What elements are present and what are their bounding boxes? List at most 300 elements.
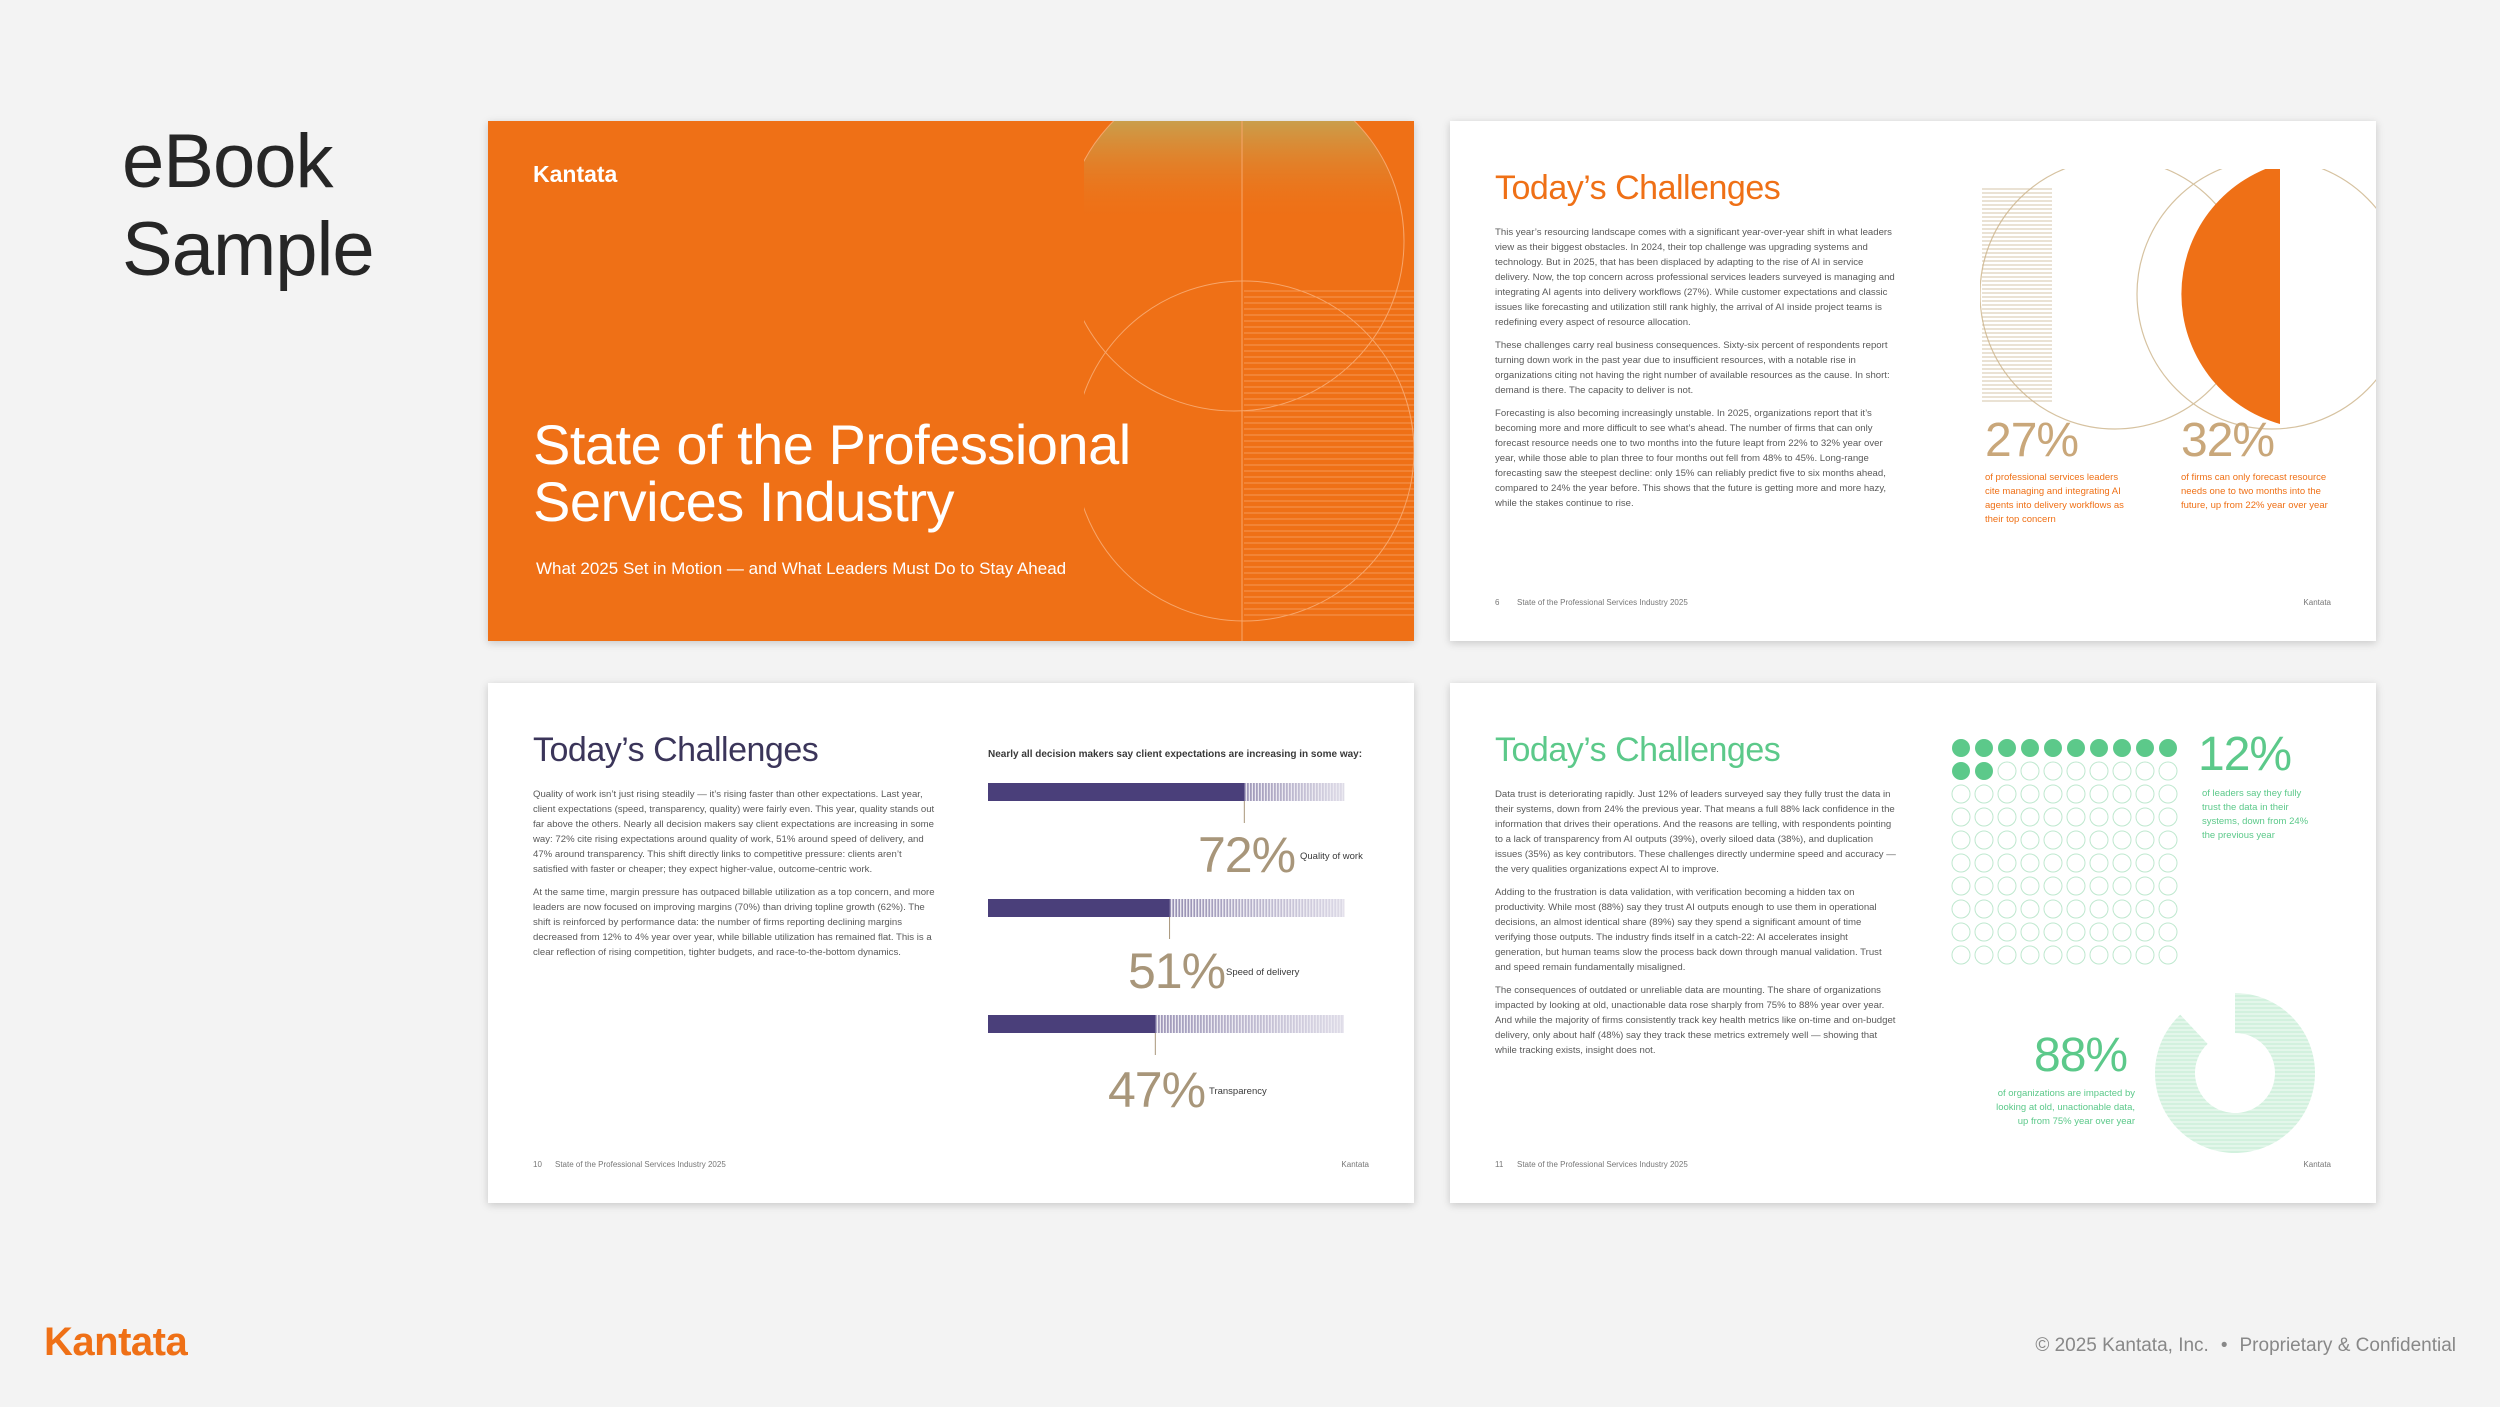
dot-empty (1998, 854, 2016, 872)
bar-stripe (1290, 1015, 1291, 1033)
page-number: 6 (1495, 598, 1500, 607)
bar-category-label: Transparency (1209, 1086, 1267, 1097)
dot-empty (2136, 923, 2154, 941)
bar-stripe (1170, 899, 1171, 917)
dot-empty (1952, 923, 1970, 941)
paragraph: At the same time, margin pressure has outpaced billable utilization as a top concern, and more leaders are now focused on improving margins (70%) than driving topline growth (62%). The shift is reinforced by performance data: the number of firms reporting declining margins decreased from 12% to 4% year over year, while billable utilization has remained flat. This is a clear reflection of rising competition, tighter budgets, and race-to-the-bottom dynamics. (533, 887, 935, 958)
bar-stripe (1260, 899, 1261, 917)
bar-speed-of-delivery (988, 899, 1345, 939)
bar-stripe (1311, 899, 1312, 917)
bar-stripe (1185, 1015, 1186, 1033)
bar-stripe (1344, 899, 1345, 917)
bar-stripe (1334, 783, 1335, 801)
dot-empty (2090, 854, 2108, 872)
dot-empty (2136, 808, 2154, 826)
bar-stripe (1203, 899, 1204, 917)
bar-stripe (1329, 1015, 1330, 1033)
bar-stripe (1328, 783, 1329, 801)
bar-stripe (1316, 783, 1317, 801)
bar-stripe (1275, 1015, 1276, 1033)
bar-stripe (1206, 899, 1207, 917)
bar-stripe (1325, 783, 1326, 801)
footer-brand: Kantata (2303, 1160, 2331, 1169)
dot-empty (2090, 785, 2108, 803)
bar-stripe (1248, 899, 1249, 917)
bar-stripe (1203, 1015, 1204, 1033)
bar-stripe (1296, 1015, 1297, 1033)
dot-empty (2021, 762, 2039, 780)
dot-empty (2090, 900, 2108, 918)
bar-stripe (1250, 783, 1251, 801)
bar-stripe (1224, 899, 1225, 917)
page-heading: Today’s Challenges (533, 731, 819, 769)
bar-stripe (1254, 899, 1255, 917)
bar-stripe (1251, 1015, 1252, 1033)
dot-empty (2090, 808, 2108, 826)
bar-stripe (1271, 783, 1272, 801)
dot-empty (1952, 831, 1970, 849)
bar-stripe (1304, 783, 1305, 801)
bar-stripe (1221, 1015, 1222, 1033)
bar-stripe (1313, 783, 1314, 801)
bar-stripe (1242, 899, 1243, 917)
bar-stripe (1263, 899, 1264, 917)
bar-stripe (1170, 1015, 1171, 1033)
dot-grid-chart (1950, 737, 2180, 967)
dot-empty (2090, 877, 2108, 895)
bar-stripe (1227, 899, 1228, 917)
page-title: eBook Sample (122, 119, 374, 292)
bar-stripe (1176, 1015, 1177, 1033)
dot-empty (2159, 785, 2177, 803)
dot-empty (2159, 900, 2177, 918)
bar-stripe (1287, 1015, 1288, 1033)
dot-empty (2113, 923, 2131, 941)
cover-subtitle: What 2025 Set in Motion — and What Leaders Must Do to Stay Ahead (536, 559, 1067, 578)
paragraph: Quality of work isn’t just rising steadily — it’s rising faster than other expectations. Last year, client expectations (speed, transparency, quality) were fairly even. This year, quality stands out far above the others. Nearly all decision makers say client expectations are increasing in some way: 72% cite rising expectations around quality of work, 51% around speed of delivery, and 47% around transparency. This shift directly links to competitive pressure: clients aren’t satisfied with faster or cheaper; they expect higher-value, outcome-centric work. (533, 789, 935, 875)
dot-empty (2044, 900, 2062, 918)
dot-empty (2136, 877, 2154, 895)
bar-stripe (1289, 783, 1290, 801)
dot-empty (2021, 877, 2039, 895)
dot-empty (1975, 877, 1993, 895)
bar-stripe (1197, 1015, 1198, 1033)
dot-empty (2067, 946, 2085, 964)
stat-value: 32% (2181, 414, 2275, 467)
page-number: 11 (1495, 1160, 1504, 1169)
donut-chart (2150, 988, 2320, 1158)
dot-empty (2044, 946, 2062, 964)
bar-transparency (988, 1015, 1344, 1055)
bar-stripe (1314, 899, 1315, 917)
dot-empty (1998, 831, 2016, 849)
bar-stripe (1326, 1015, 1327, 1033)
dot-empty (1998, 762, 2016, 780)
bar-stripe (1332, 899, 1333, 917)
ebook-page-6 (1450, 121, 2376, 641)
dot-empty (2067, 923, 2085, 941)
dot-empty (1952, 877, 1970, 895)
bar-stripe (1182, 1015, 1183, 1033)
paragraph: These challenges carry real business consequences. Sixty-six percent of respondents report turning down work in the past year due to insufficient resources, with a notable rise in organizations citing not having the right number of available resources as the cause. In short: demand is there. The capacity to deliver is not. (1495, 340, 1890, 396)
doc-title: State of the Professional Services Industry 2025 (1517, 1160, 1688, 1169)
bar-stripe (1239, 899, 1240, 917)
dot-empty (2159, 762, 2177, 780)
dot-filled (2044, 739, 2062, 757)
bar-stripe (1266, 1015, 1267, 1033)
bar-stripe (1233, 899, 1234, 917)
bar-stripe (1305, 1015, 1306, 1033)
bar-value-label: 72% (1198, 827, 1296, 883)
bar-stripe (1212, 1015, 1213, 1033)
dot-empty (2044, 762, 2062, 780)
stat-caption: of professional services leaders cite managing and integrating AI agents into delivery workflows as their top concern (1985, 472, 2124, 525)
cover-title: State of the Professional Services Industry (533, 413, 1131, 533)
dot-empty (2159, 831, 2177, 849)
dot-empty (1952, 946, 1970, 964)
bar-stripe (1290, 899, 1291, 917)
bar-stripe (1298, 783, 1299, 801)
bar-stripe (1257, 899, 1258, 917)
bar-stripe (1227, 1015, 1228, 1033)
dot-filled (1975, 762, 1993, 780)
bar-stripe (1269, 899, 1270, 917)
body-text (1495, 787, 1897, 1066)
bar-stripe (1268, 783, 1269, 801)
bar-stripe (1263, 1015, 1264, 1033)
bar-stripe (1206, 1015, 1207, 1033)
dot-empty (1975, 900, 1993, 918)
dot-empty (1975, 808, 1993, 826)
bar-quality-of-work (988, 783, 1345, 823)
dot-empty (2067, 808, 2085, 826)
stat-caption: of firms can only forecast resource needs one to two months into the future, up from 22% year over year (2181, 472, 2328, 511)
copyright: © 2025 Kantata, Inc. (2035, 1335, 2209, 1356)
dot-empty (1998, 877, 2016, 895)
dot-empty (1998, 923, 2016, 941)
dot-filled (1998, 739, 2016, 757)
dot-empty (1998, 785, 2016, 803)
bar-stripe (1251, 899, 1252, 917)
bar-stripe (1188, 1015, 1189, 1033)
bar-stripe (1317, 899, 1318, 917)
dot-filled (1952, 762, 1970, 780)
bar-stripe (1185, 899, 1186, 917)
bar-stripe (1218, 899, 1219, 917)
kantata-logo: Kantata (44, 1320, 188, 1364)
bar-stripe (1329, 899, 1330, 917)
dot-filled (2067, 739, 2085, 757)
legal-notice (2035, 1335, 2456, 1357)
bar-stripe (1296, 899, 1297, 917)
dot-empty (1998, 946, 2016, 964)
bar-stripe (1245, 1015, 1246, 1033)
bar-stripe (1332, 1015, 1333, 1033)
paragraph: The consequences of outdated or unreliable data are mounting. The share of organizations impacted by looking at old, unactionable data rose sharply from 75% to 88% year over year. And while the majority of firms consistently track key health metrics like on-time and on-budget delivery, only about half (48%) say they track these metrics extremely well — showing that while tracking exists, insight does not. (1495, 985, 1896, 1056)
bar-stripe (1311, 1015, 1312, 1033)
dot-empty (2021, 808, 2039, 826)
stat-caption: of organizations are impacted by looking at old, unactionable data, up from 75% year over year (1996, 1088, 2135, 1127)
bar-stripe (1239, 1015, 1240, 1033)
bar-category-label: Quality of work (1300, 851, 1363, 862)
dot-empty (2067, 762, 2085, 780)
bar-stripe (1200, 899, 1201, 917)
donut-segment (2155, 993, 2315, 1153)
confidential-note: Proprietary & Confidential (2239, 1335, 2456, 1356)
bar-stripe (1215, 1015, 1216, 1033)
dot-empty (2113, 785, 2131, 803)
bar-stripe (1272, 899, 1273, 917)
page-heading: Today’s Challenges (1495, 169, 1781, 207)
bar-stripe (1200, 1015, 1201, 1033)
dot-empty (2113, 946, 2131, 964)
dot-empty (1975, 854, 1993, 872)
bar-stripe (1272, 1015, 1273, 1033)
cover-logo: Kantata (533, 161, 618, 187)
bar-stripe (1262, 783, 1263, 801)
bar-stripe (1322, 783, 1323, 801)
paragraph: Adding to the frustration is data validation, with verification becoming a hidden tax on productivity. While most (88%) say they trust AI outputs enough to use them in operational decisions, an almost identical share (89%) say they spend a significant amount of time verifying those outputs. The industry finds itself in a catch-22: AI accelerates insight generation, but human teams slow the process back down through manual validation. Trust and speed remain fundamentally misaligned. (1495, 887, 1882, 973)
bar-category-label: Speed of delivery (1226, 967, 1300, 978)
bar-stripe (1281, 899, 1282, 917)
bar-stripe (1242, 1015, 1243, 1033)
dot-empty (2113, 877, 2131, 895)
bar-stripe (1293, 1015, 1294, 1033)
page-footer (1495, 598, 2331, 607)
footer-brand: Kantata (2303, 598, 2331, 607)
bar-stripe (1335, 1015, 1336, 1033)
stat-value: 88% (2034, 1029, 2128, 1082)
bar-fill (988, 1015, 1155, 1033)
dot-empty (2113, 854, 2131, 872)
bar-stripe (1314, 1015, 1315, 1033)
bar-stripe (1209, 899, 1210, 917)
bar-stripe (1176, 899, 1177, 917)
bar-stripe (1256, 783, 1257, 801)
bar-stripe (1173, 1015, 1174, 1033)
bar-value-label: 47% (1108, 1062, 1206, 1118)
bar-stripe (1269, 1015, 1270, 1033)
bar-stripe (1253, 783, 1254, 801)
bar-stripe (1326, 899, 1327, 917)
dot-empty (2159, 854, 2177, 872)
bar-stripe (1245, 899, 1246, 917)
stat-caption: of leaders say they fully trust the data in their systems, down from 24% the previous year (2202, 788, 2309, 841)
bar-stripe (1197, 899, 1198, 917)
bar-stripe (1248, 1015, 1249, 1033)
bar-stripe (1338, 899, 1339, 917)
paragraph: Data trust is deteriorating rapidly. Just 12% of leaders surveyed say they fully trust the data in their systems, down from 24% the previous year. That means a full 88% lack confidence in the information that drives their operations. And the reasons are telling, with respondents pointing to a lack of transparency from AI outputs (39%), overly siloed data (38%), and duplication issues (35%) as key contributors. These challenges directly undermine speed and accuracy — the very qualities organizations expect AI to improve. (1495, 789, 1896, 875)
separator: • (2220, 1335, 2228, 1356)
bar-stripe (1209, 1015, 1210, 1033)
dot-empty (2044, 877, 2062, 895)
bar-stripe (1191, 899, 1192, 917)
bar-stripe (1164, 1015, 1165, 1033)
bar-stripe (1323, 899, 1324, 917)
dot-empty (2021, 923, 2039, 941)
dot-empty (2067, 854, 2085, 872)
bar-stripe (1335, 899, 1336, 917)
dot-empty (2136, 831, 2154, 849)
bar-stripe (1161, 1015, 1162, 1033)
bar-stripe (1179, 1015, 1180, 1033)
bar-stripe (1343, 783, 1344, 801)
page-number: 10 (533, 1160, 542, 1169)
bar-stripe (1236, 899, 1237, 917)
bar-stripe (1310, 783, 1311, 801)
dot-empty (1952, 854, 1970, 872)
dot-filled (1952, 739, 1970, 757)
bar-stripe (1284, 1015, 1285, 1033)
bar-stripe (1341, 1015, 1342, 1033)
dot-filled (1975, 739, 1993, 757)
bar-stripe (1280, 783, 1281, 801)
bar-stripe (1283, 783, 1284, 801)
bar-stripe (1188, 899, 1189, 917)
bar-stripe (1292, 783, 1293, 801)
dot-empty (2090, 946, 2108, 964)
dot-empty (2021, 785, 2039, 803)
bar-stripe (1194, 1015, 1195, 1033)
dot-empty (1952, 808, 1970, 826)
dot-empty (2021, 854, 2039, 872)
bar-stripe (1320, 1015, 1321, 1033)
chart-title: Nearly all decision makers say client expectations are increasing in some way: (988, 749, 1363, 760)
dot-empty (2044, 854, 2062, 872)
bar-stripe (1340, 783, 1341, 801)
bar-stripe (1247, 783, 1248, 801)
paragraph: Forecasting is also becoming increasingly unstable. In 2025, organizations report that it’s becoming more and more difficult to see what’s ahead. The number of firms that can only forecast resource needs one to two months into the future leapt from 22% to 32% year over year, while those able to plan three to four months out fell from 48% to 45%. Long-range forecasting saw the steepest decline: only 15% can reliably predict five to six months ahead, compared to 24% the year before. This shows that the future is getting more and more hazy, while the stakes continue to rise. (1495, 408, 1887, 509)
bar-stripe (1244, 783, 1245, 801)
cover-decoration (1084, 121, 1414, 641)
bar-stripe (1274, 783, 1275, 801)
dot-empty (2113, 831, 2131, 849)
dot-empty (2044, 831, 2062, 849)
dot-empty (1952, 785, 1970, 803)
bar-stripe (1254, 1015, 1255, 1033)
bar-stripe (1155, 1015, 1156, 1033)
doc-title: State of the Professional Services Industry 2025 (555, 1160, 726, 1169)
dot-empty (2067, 785, 2085, 803)
bar-stripe (1167, 1015, 1168, 1033)
ebook-page-11 (1450, 683, 2376, 1203)
bar-stripe (1331, 783, 1332, 801)
stat-value: 27% (1985, 414, 2079, 467)
bar-stripe (1302, 1015, 1303, 1033)
bar-value-label: 51% (1128, 943, 1226, 999)
bar-stripe (1307, 783, 1308, 801)
bar-stripe (1194, 899, 1195, 917)
bar-stripe (1230, 899, 1231, 917)
bar-stripe (1266, 899, 1267, 917)
bar-fill (988, 899, 1170, 917)
bar-stripe (1257, 1015, 1258, 1033)
bar-stripe (1281, 1015, 1282, 1033)
bar-stripe (1212, 899, 1213, 917)
bar-stripe (1265, 783, 1266, 801)
dot-empty (1998, 900, 2016, 918)
dot-empty (2090, 831, 2108, 849)
bar-stripe (1301, 783, 1302, 801)
bar-stripe (1221, 899, 1222, 917)
bar-stripe (1305, 899, 1306, 917)
dot-empty (2159, 808, 2177, 826)
dot-empty (2113, 900, 2131, 918)
dot-filled (2113, 739, 2131, 757)
dot-empty (2136, 946, 2154, 964)
doc-title: State of the Professional Services Industry 2025 (1517, 598, 1688, 607)
dot-empty (2113, 808, 2131, 826)
bar-stripe (1319, 783, 1320, 801)
dot-empty (2044, 785, 2062, 803)
dot-empty (1952, 900, 1970, 918)
dot-empty (2067, 877, 2085, 895)
bar-stripe (1302, 899, 1303, 917)
bar-stripe (1275, 899, 1276, 917)
bar-stripe (1158, 1015, 1159, 1033)
dot-empty (2136, 762, 2154, 780)
dot-empty (2159, 946, 2177, 964)
ebook-cover-page (488, 121, 1414, 641)
bar-stripe (1287, 899, 1288, 917)
dot-empty (1975, 923, 1993, 941)
dot-empty (2090, 923, 2108, 941)
body-text (1495, 225, 1897, 519)
bar-stripe (1260, 1015, 1261, 1033)
bar-stripe (1173, 899, 1174, 917)
dot-empty (2113, 762, 2131, 780)
bar-stripe (1278, 1015, 1279, 1033)
bar-stripe (1224, 1015, 1225, 1033)
dot-empty (1975, 946, 1993, 964)
bar-stripe (1259, 783, 1260, 801)
page-footer (533, 1160, 1369, 1169)
dot-empty (1975, 831, 1993, 849)
dot-filled (2090, 739, 2108, 757)
bar-stripe (1179, 899, 1180, 917)
bar-stripe (1299, 899, 1300, 917)
body-text (533, 787, 935, 968)
bar-stripe (1338, 1015, 1339, 1033)
dot-filled (2159, 739, 2177, 757)
dot-empty (2021, 946, 2039, 964)
bar-stripe (1286, 783, 1287, 801)
bar-stripe (1215, 899, 1216, 917)
dot-filled (2021, 739, 2039, 757)
bar-stripe (1293, 899, 1294, 917)
bar-stripe (1323, 1015, 1324, 1033)
bar-stripe (1295, 783, 1296, 801)
dot-filled (2136, 739, 2154, 757)
dot-empty (2044, 808, 2062, 826)
dot-empty (2021, 831, 2039, 849)
bar-stripe (1182, 899, 1183, 917)
bar-stripe (1277, 783, 1278, 801)
bar-stripe (1233, 1015, 1234, 1033)
stat-value: 12% (2198, 728, 2292, 781)
bar-stripe (1236, 1015, 1237, 1033)
dot-empty (1998, 808, 2016, 826)
dot-empty (2159, 877, 2177, 895)
bar-stripe (1191, 1015, 1192, 1033)
page-heading: Today’s Challenges (1495, 731, 1781, 769)
paragraph: This year’s resourcing landscape comes with a significant year-over-year shift in what leaders view as their biggest obstacles. In 2024, their top challenge was upgrading systems and technology. But in 2025, that has been displaced by adapting to the rise of AI in service delivery. Now, the top concern across professional services leaders surveyed is managing and integrating AI agents into delivery workflows (27%). While customer expectations and classic issues like forecasting and utilization still rank highly, the arrival of AI inside project teams is redefining every aspect of resource allocation. (1495, 227, 1895, 328)
bar-stripe (1218, 1015, 1219, 1033)
dot-empty (2159, 923, 2177, 941)
bar-stripe (1341, 899, 1342, 917)
dot-empty (2136, 854, 2154, 872)
bar-stripe (1284, 899, 1285, 917)
